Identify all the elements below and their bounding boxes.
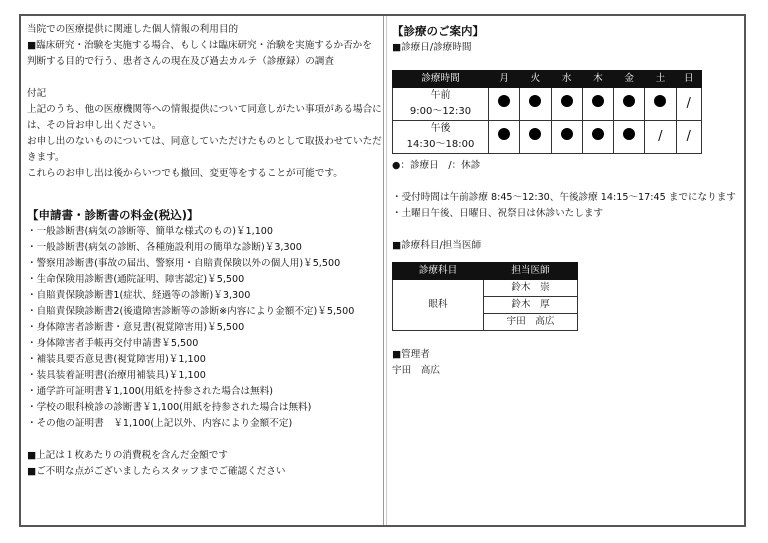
session-hours: 9:00～12:30 [409, 106, 472, 117]
day-header: 日 [676, 71, 702, 88]
closed-day-cell [676, 88, 702, 121]
note-line: は、その旨お申し出ください。 [27, 120, 162, 131]
open-dot-icon [529, 128, 541, 140]
closed-slash-icon: / [686, 95, 691, 111]
manager-title: ■管理者 [392, 349, 430, 360]
open-dot-icon [592, 95, 604, 107]
page-divider [383, 16, 384, 525]
fee-item: ・一般診断書(病気の診断、各種施設利用の簡単な診断)￥3,300 [27, 242, 302, 253]
fee-item: ・装具装着証明書(治療用補装具)￥1,100 [27, 370, 206, 381]
note-line: これらのお申し出は後からいつでも撤回、変更等をすることが可能です。 [27, 168, 343, 179]
day-header: 金 [614, 71, 645, 88]
open-day-cell [489, 121, 520, 154]
closed-slash-icon: / [686, 128, 691, 144]
footer-note: ■ご不明な点がございましたらスタッフまでご確認ください [27, 466, 286, 477]
reception-notes [392, 190, 742, 222]
fee-item: ・警察用診断書(事故の届出、警察用・自賠責保険以外の個人用)￥5,500 [27, 258, 341, 269]
intro-line: 当院での医療提供に関連した個人情報の利用目的 [27, 24, 239, 35]
note-block [27, 86, 382, 182]
reception-note: ・土曜日午後、日曜日、祝祭日は休診いたします [392, 208, 604, 219]
doctor-name: 宇田 高広 [484, 314, 578, 331]
day-header: 木 [582, 71, 613, 88]
intro-block [27, 22, 377, 70]
session-period: 午後 [430, 123, 451, 134]
day-header: 火 [520, 71, 551, 88]
intro-line: ■臨床研究・治験を実施する場合、もしくは臨床研究・治験を実施するか否かを [27, 40, 372, 51]
fees-title: 【申請書・診断書の料金(税込)】 [27, 208, 199, 222]
day-header: 水 [551, 71, 582, 88]
session-time-cell [393, 121, 489, 154]
fee-item: ・身体障害者手帳再交付申請書￥5,500 [27, 338, 199, 349]
intro-line: 判断する目的で行う、患者さんの現在及び過去カルテ（診療録）の調査 [27, 56, 334, 67]
open-day-cell [614, 88, 645, 121]
note-heading: 付記 [27, 88, 47, 99]
fee-item: ・一般診断書(病気の診断等、簡単な様式のもの)￥1,100 [27, 226, 274, 237]
open-day-cell [582, 121, 613, 154]
clinic-guide-title: 【診療のご案内】 [392, 24, 484, 38]
fee-item: ・その他の証明書 ￥1,100(上記以外、内容により金額不定) [27, 418, 293, 429]
open-dot-icon [623, 128, 635, 140]
footer-note: ■上記は１枚あたりの消費税を含んだ金額です [27, 450, 228, 461]
open-dot-icon [529, 95, 541, 107]
open-day-cell [645, 88, 676, 121]
fee-item: ・身体障害者診断書・意見書(視覚障害用)￥5,500 [27, 322, 245, 333]
day-header: 月 [489, 71, 520, 88]
open-dot-icon [592, 128, 604, 140]
schedule-row [393, 121, 702, 154]
dept-header: 診療科目 [393, 263, 484, 280]
day-header: 土 [645, 71, 676, 88]
open-dot-icon [654, 95, 666, 107]
open-dot-icon [498, 95, 510, 107]
open-day-cell [582, 88, 613, 121]
note-line: 上記のうち、他の医療機関等への情報提供について同意しがたい事項がある場合に [27, 104, 382, 115]
open-day-cell [551, 121, 582, 154]
open-day-cell [520, 88, 551, 121]
open-dot-icon [561, 128, 573, 140]
footer-notes [27, 448, 377, 480]
doctor-name: 鈴木 崇 [484, 280, 578, 297]
schedule-legend: ●：診療日 /：休診 [392, 160, 481, 171]
fees-list [27, 224, 377, 432]
doctor-header-row [393, 263, 578, 280]
closed-slash-icon: / [658, 128, 663, 144]
session-period: 午前 [430, 90, 451, 101]
left-page [27, 22, 382, 480]
open-dot-icon [561, 95, 573, 107]
doctor-table [392, 262, 578, 331]
document-sheet [19, 14, 746, 527]
session-time-cell [393, 88, 489, 121]
schedule-header-row [393, 71, 702, 88]
open-day-cell [489, 88, 520, 121]
open-dot-icon [623, 95, 635, 107]
open-day-cell [551, 88, 582, 121]
fee-item: ・補装具要否意見書(視覚障害用)￥1,100 [27, 354, 206, 365]
dept-cell: 眼科 [393, 280, 484, 331]
closed-day-cell [676, 121, 702, 154]
fee-item: ・自賠責保険診断書1(症状、経過等の診断)￥3,300 [27, 290, 251, 301]
fee-item: ・生命保険用診断書(通院証明、障害認定)￥5,500 [27, 274, 245, 285]
open-day-cell [614, 121, 645, 154]
open-day-cell [520, 121, 551, 154]
note-line: きます。 [27, 152, 65, 163]
closed-day-cell [645, 121, 676, 154]
open-dot-icon [498, 128, 510, 140]
doctor-row [393, 280, 578, 297]
doctor-name: 鈴木 厚 [484, 297, 578, 314]
note-line: お申し出のないものについては、同意していただけたものとして取扱わせていただ [27, 136, 382, 147]
page-divider-shadow [386, 16, 387, 525]
fee-item: ・通学許可証明書￥1,100(用紙を持参された場合は無料) [27, 386, 274, 397]
session-hours: 14:30～18:00 [406, 139, 475, 150]
fee-item: ・自賠責保険診断書2(後遺障害診断等の診断※内容により金額不定)￥5,500 [27, 306, 355, 317]
schedule-subtitle: ■診療日/診療時間 [392, 42, 472, 53]
schedule-row [393, 88, 702, 121]
fee-item: ・学校の眼科検診の診断書￥1,100(用紙を持参された場合は無料) [27, 402, 312, 413]
schedule-header-label: 診療時間 [393, 71, 489, 88]
schedule-table [392, 70, 702, 154]
doctor-header: 担当医師 [484, 263, 578, 280]
right-page [392, 22, 742, 379]
doctor-subtitle: ■診療科目/担当医師 [392, 240, 482, 251]
reception-note: ・受付時間は午前診療 8:45～12:30、午後診療 14:15～17:45 までになります [392, 192, 736, 203]
manager-name: 宇田 高広 [392, 365, 440, 376]
